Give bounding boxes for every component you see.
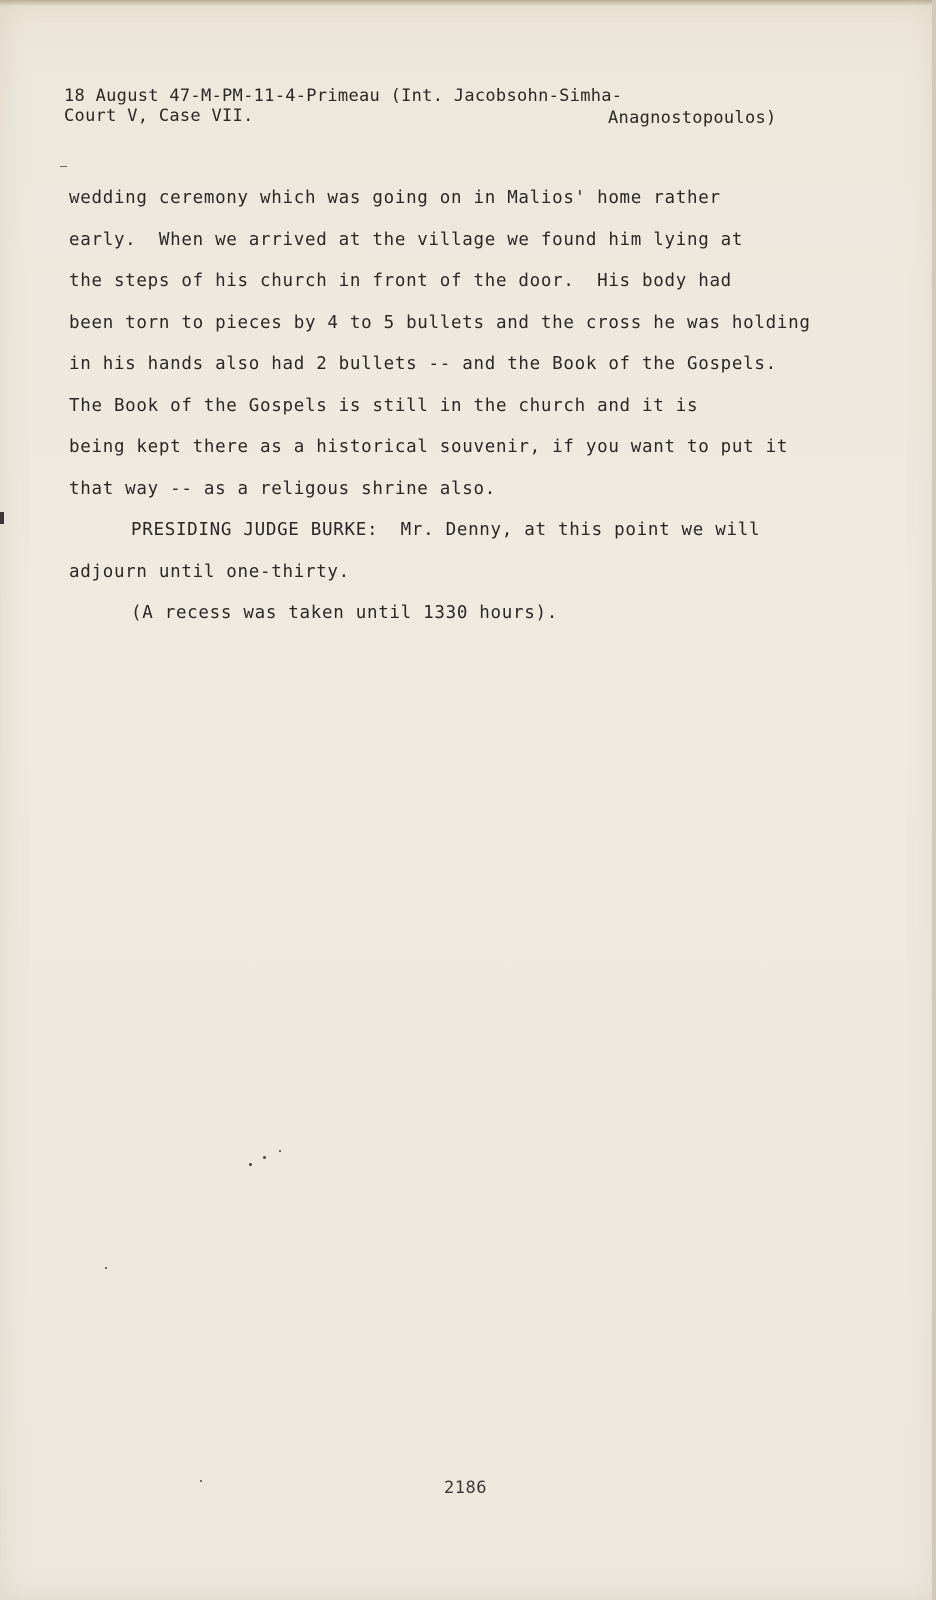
body-line-6: The Book of the Gospels is still in the church and it is xyxy=(69,396,699,416)
body-line-7: being kept there as a historical souvenir, if you want to put it xyxy=(69,437,789,457)
page-top-edge xyxy=(0,0,936,6)
body-line-4: been torn to pieces by 4 to 5 bullets and the cross he was holding xyxy=(69,313,811,333)
ink-speck xyxy=(279,1150,281,1152)
adjourn-line: adjourn until one-thirty. xyxy=(69,562,350,582)
recess-line: (A recess was taken until 1330 hours). xyxy=(131,603,558,623)
body-line-2: early. When we arrived at the village we found him lying at xyxy=(69,230,744,250)
ink-speck xyxy=(263,1156,266,1159)
page-right-edge xyxy=(932,0,936,1600)
body-line-5: in his hands also had 2 bullets -- and the Book of the Gospels. xyxy=(69,354,777,374)
ink-speck xyxy=(105,1267,107,1269)
header-interpreter-continued: Anagnostopoulos) xyxy=(608,108,777,128)
presiding-judge-line: PRESIDING JUDGE BURKE: Mr. Denny, at this point we will xyxy=(131,520,761,540)
ink-speck xyxy=(200,1480,202,1482)
body-line-8: that way -- as a religous shrine also. xyxy=(69,479,496,499)
header-court-case: Court V, Case VII. xyxy=(64,106,254,126)
margin-mark xyxy=(0,512,4,524)
body-line-3: the steps of his church in front of the door. His body had xyxy=(69,271,732,291)
header-line-1: 18 August 47-M-PM-11-4-Primeau (Int. Jacobsohn-Simha- xyxy=(64,86,623,106)
margin-dash xyxy=(60,166,67,167)
body-line-1: wedding ceremony which was going on in Malios' home rather xyxy=(69,188,721,208)
ink-speck xyxy=(249,1163,252,1166)
page-number: 2186 xyxy=(444,1478,487,1498)
